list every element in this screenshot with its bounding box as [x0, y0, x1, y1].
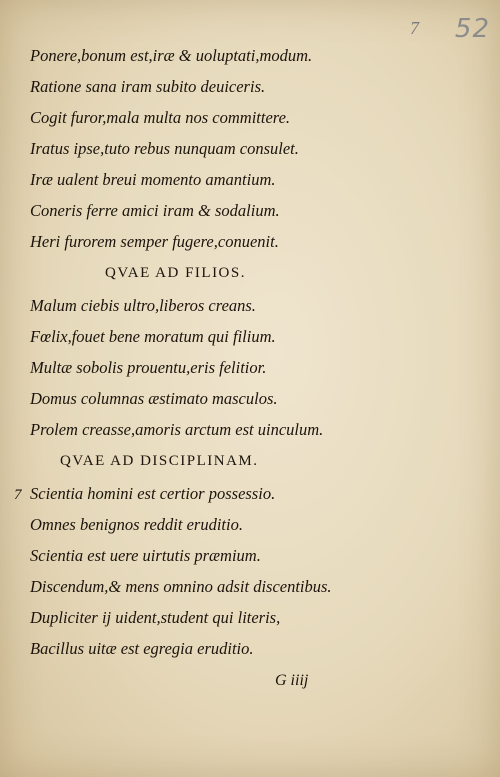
section-heading-filios: QVAE AD FILIOS.	[105, 265, 246, 281]
verse-line: Dupliciter ij uident,student qui literis,	[30, 608, 281, 627]
verse-line: Iræ ualent breui momento amantium.	[30, 170, 276, 189]
verse-line: Fœlix,fouet bene moratum qui filium.	[30, 327, 276, 346]
verse-line: Multæ sobolis prouentu,eris felitior.	[30, 358, 267, 377]
verse-line: Bacillus uitæ est egregia eruditio.	[30, 639, 254, 658]
verse-line: Omnes benignos reddit eruditio.	[30, 515, 243, 534]
verse-line: Iratus ipse,tuto rebus nunquam consulet.	[30, 139, 299, 158]
verse-line: Domus columnas æstimato masculos.	[30, 389, 278, 408]
section-heading-disciplinam: QVAE AD DISCIPLINAM.	[60, 453, 259, 469]
corner-mark: 7	[410, 18, 419, 38]
verse-line: Coneris ferre amici iram & sodalium.	[30, 201, 280, 220]
text-block	[30, 40, 350, 698]
signature-mark: G iiij	[275, 672, 309, 689]
verse-line: Malum ciebis ultro,liberos creans.	[30, 296, 256, 315]
verse-line: Scientia est uere uirtutis præmium.	[30, 546, 261, 565]
verse-line: Ponere,bonum est,iræ & uoluptati,modum.	[30, 46, 313, 65]
verse-line: Prolem creasse,amoris arctum est uinculum.	[30, 420, 324, 439]
folio-number: 52	[454, 14, 490, 44]
margin-mark: 7	[14, 487, 22, 503]
verse-line: Heri furorem semper fugere,conuenit.	[30, 232, 279, 251]
verse-line: Scientia homini est certior possessio.	[30, 484, 276, 503]
verse-line: Cogit furor,mala multa nos committere.	[30, 108, 291, 127]
verse-line: Ratione sana iram subito deuiceris.	[30, 77, 266, 96]
verse-line: Discendum,& mens omnino adsit discentibus.	[30, 577, 332, 596]
